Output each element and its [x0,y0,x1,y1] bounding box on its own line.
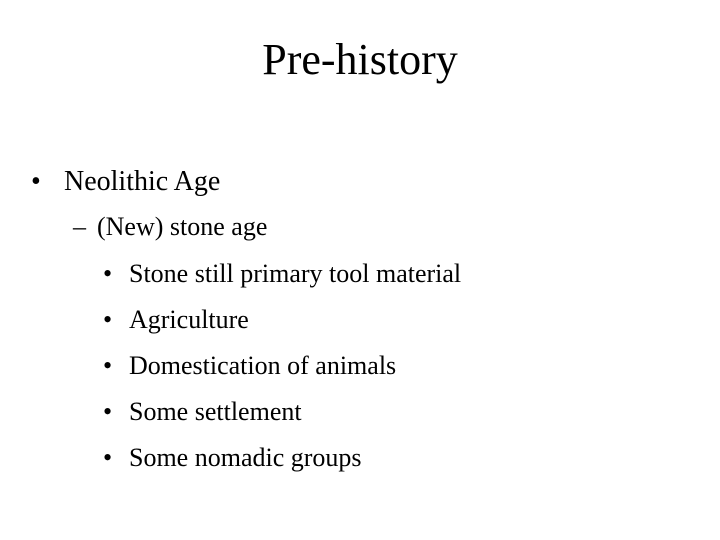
bullet-text: Domestication of animals [129,351,397,380]
bullet-marker: • [103,351,113,380]
dash-marker: – [73,212,86,241]
bullet-level1 [31,164,220,200]
slide-title: Pre-history [262,35,458,84]
bullet-text: Neolithic Age [64,166,221,197]
bullet-level3 [103,440,362,476]
bullet-marker: • [103,259,113,288]
bullet-marker: • [103,397,113,426]
bullet-level2 [73,209,267,245]
bullet-text: Some nomadic groups [129,443,362,472]
bullet-marker: • [103,443,113,472]
bullet-level3 [103,348,396,384]
bullet-text: (New) stone age [97,212,268,241]
bullet-text: Agriculture [129,305,249,334]
bullet-text: Some settlement [129,397,302,426]
bullet-marker: • [103,305,113,334]
bullet-marker: • [31,166,41,197]
bullet-level3 [103,256,461,292]
bullet-level3 [103,394,302,430]
bullet-level3 [103,302,249,338]
bullet-text: Stone still primary tool material [129,259,462,288]
